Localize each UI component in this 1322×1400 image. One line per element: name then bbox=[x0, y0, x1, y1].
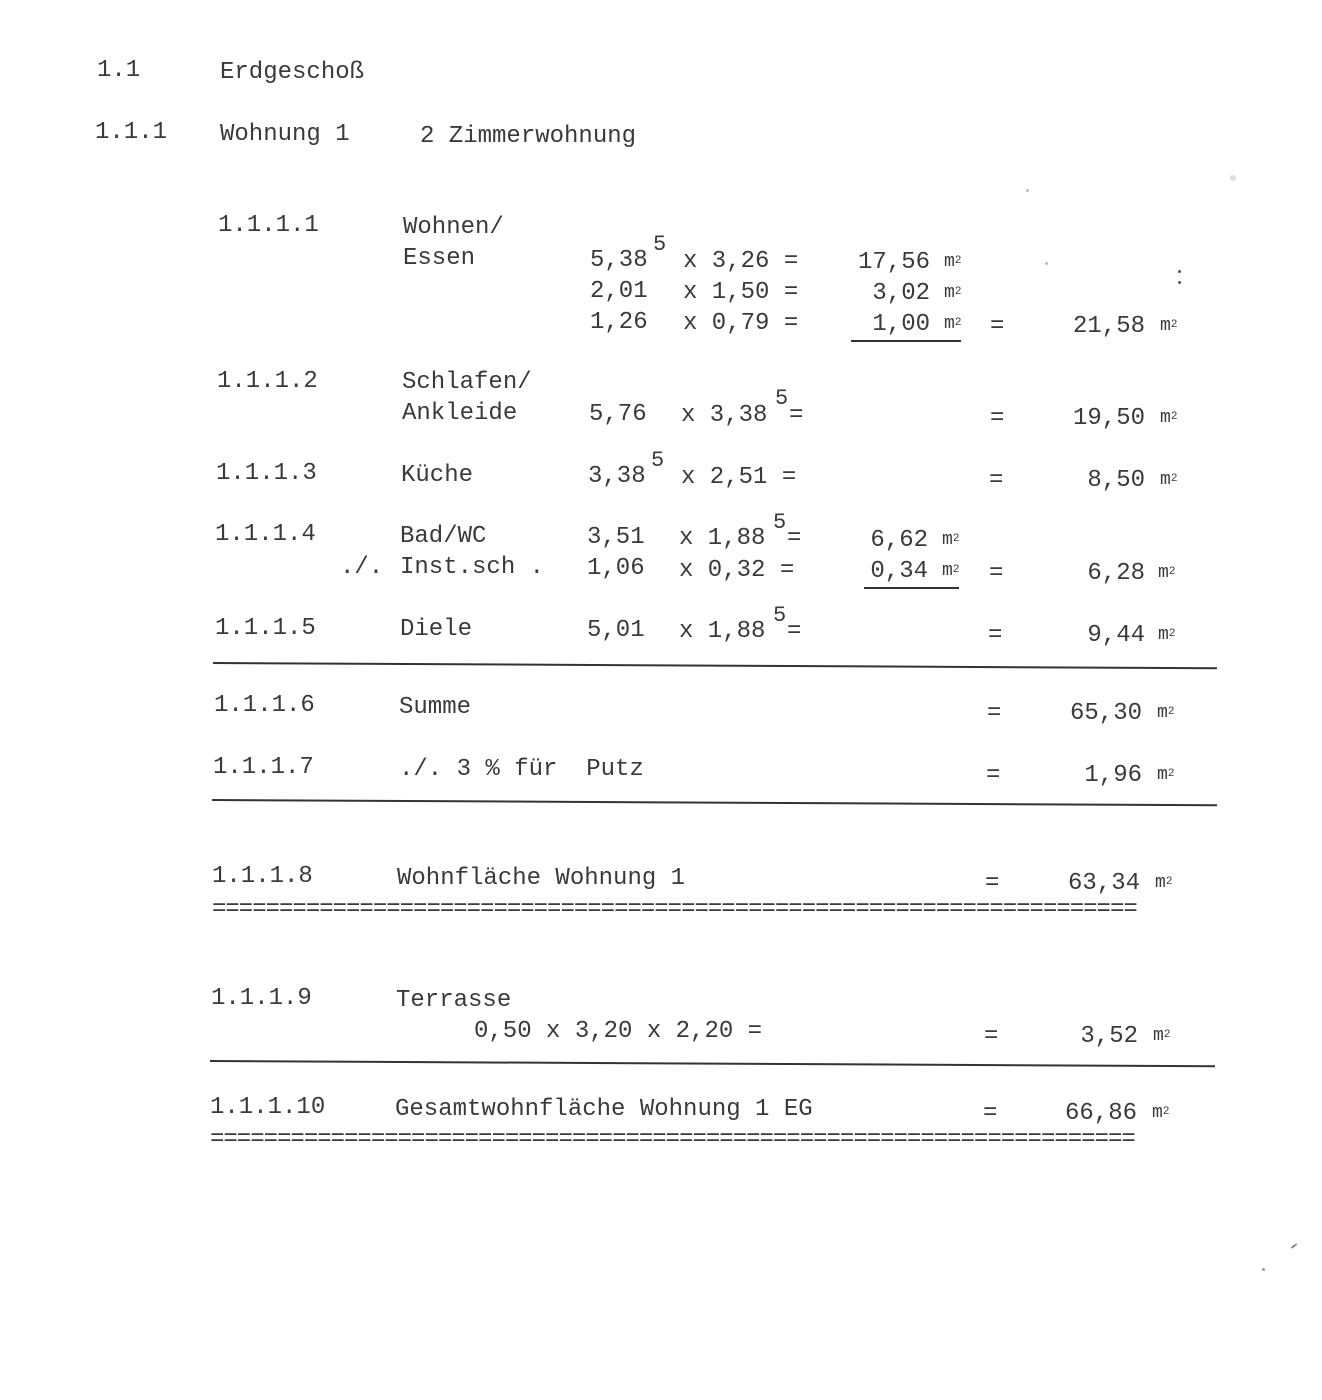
calc-factor-b: x 1,50 = bbox=[683, 279, 799, 306]
room-total: 9,44 bbox=[1087, 622, 1145, 649]
double-rule: ===================================================================== bbox=[210, 1126, 1135, 1153]
terrace-total: 3,52 bbox=[1080, 1023, 1138, 1050]
section-rule bbox=[212, 799, 1217, 806]
calc-exponent: 5 bbox=[775, 386, 789, 411]
calc-factor-b: x 1,88 bbox=[679, 525, 766, 552]
section-number: 1.1 bbox=[97, 57, 141, 84]
calc-factor-a: 1,26 bbox=[590, 309, 648, 336]
summary-total: 1,96 bbox=[1084, 762, 1142, 789]
summary-label: ./. 3 % für Putz bbox=[399, 756, 644, 783]
room-number: 1.1.1.5 bbox=[215, 615, 316, 642]
room-name-line: Schlafen/ bbox=[402, 369, 532, 396]
equals-sign: = bbox=[988, 622, 1003, 649]
unit-m2: $m^2$ bbox=[1157, 765, 1175, 785]
room-number: 1.1.1.1 bbox=[218, 212, 319, 239]
scan-speck bbox=[1290, 1243, 1298, 1249]
equals-sign: = bbox=[990, 313, 1005, 340]
scan-speck bbox=[1026, 189, 1029, 192]
section-title: Erdgeschoß bbox=[220, 59, 365, 86]
equals-sign: = bbox=[983, 1100, 998, 1127]
calc-subtotal: 6,62 bbox=[870, 527, 928, 554]
calc-subtotal: 1,00 bbox=[872, 311, 930, 338]
scan-speck bbox=[1262, 1268, 1265, 1271]
unit-m2: $m^2$ bbox=[1155, 873, 1173, 893]
calc-factor-b: x 0,32 = bbox=[679, 557, 795, 584]
terrace-calc: 0,50 x 3,20 x 2,20 = bbox=[474, 1018, 763, 1045]
unit-m2: $m^2$ bbox=[944, 283, 962, 303]
subtotal-underline bbox=[851, 340, 961, 342]
double-rule: ===================================================================== bbox=[212, 896, 1137, 923]
room-name-line: Küche bbox=[401, 462, 474, 489]
grand-number: 1.1.1.10 bbox=[210, 1094, 326, 1121]
equals-sign: = bbox=[990, 405, 1005, 432]
room-name-line: Essen bbox=[403, 245, 476, 272]
subsection-title: Wohnung 1 bbox=[220, 121, 350, 148]
equals-sign: = bbox=[984, 1023, 999, 1050]
calc-factor-b: x 2,51 = bbox=[681, 464, 797, 491]
room-total: 6,28 bbox=[1087, 560, 1145, 587]
calc-factor-a: 5,01 bbox=[587, 617, 645, 644]
unit-m2: $m^2$ bbox=[942, 530, 960, 550]
equals-sign: = bbox=[989, 560, 1004, 587]
calc-factor-b: x 3,26 = bbox=[683, 248, 799, 275]
unit-m2: $m^2$ bbox=[1153, 1026, 1171, 1046]
calc-factor-a: 3,38 bbox=[588, 463, 646, 490]
section-rule bbox=[213, 662, 1217, 669]
calc-factor-b: x 1,88 bbox=[679, 618, 766, 645]
calc-factor-a: 5,38 bbox=[590, 247, 648, 274]
calc-exponent: 5 bbox=[773, 603, 787, 628]
summary-number: 1.1.1.6 bbox=[214, 692, 315, 719]
room-name-line: Ankleide bbox=[402, 400, 518, 427]
summary-label: Summe bbox=[399, 694, 472, 721]
room-total: 19,50 bbox=[1072, 405, 1145, 432]
unit-m2: $m^2$ bbox=[944, 314, 962, 334]
equals-sign: = bbox=[987, 700, 1002, 727]
scan-speck bbox=[1178, 281, 1181, 284]
calc-subtotal: 17,56 bbox=[857, 249, 930, 276]
calc-equals: = bbox=[789, 402, 804, 429]
unit-m2: $m^2$ bbox=[1157, 703, 1175, 723]
unit-m2: $m^2$ bbox=[1160, 316, 1178, 336]
room-total: 8,50 bbox=[1087, 467, 1145, 494]
unit-m2: $m^2$ bbox=[1160, 470, 1178, 490]
room-total: 21,58 bbox=[1072, 313, 1145, 340]
summary-number: 1.1.1.7 bbox=[213, 754, 314, 781]
calc-equals: = bbox=[787, 525, 802, 552]
calc-factor-a: 2,01 bbox=[590, 278, 648, 305]
subsection-number: 1.1.1 bbox=[95, 119, 168, 146]
calc-equals: = bbox=[787, 618, 802, 645]
calc-subtotal: 0,34 bbox=[870, 558, 928, 585]
scan-speck bbox=[1045, 262, 1048, 265]
equals-sign: = bbox=[989, 467, 1004, 494]
room-name-line: Diele bbox=[400, 616, 473, 643]
calc-subtotal: 3,02 bbox=[872, 280, 930, 307]
unit-m2: $m^2$ bbox=[1158, 563, 1176, 583]
calc-factor-a: 3,51 bbox=[587, 524, 645, 551]
unit-m2: $m^2$ bbox=[1152, 1103, 1170, 1123]
calc-exponent: 5 bbox=[653, 232, 667, 257]
calc-exponent: 5 bbox=[773, 510, 787, 535]
room-number: 1.1.1.4 bbox=[215, 521, 316, 548]
deduction-prefix: ./. bbox=[340, 554, 384, 581]
room-name-line: Wohnen/ bbox=[403, 214, 504, 241]
calc-factor-a: 5,76 bbox=[589, 401, 647, 428]
unit-m2: $m^2$ bbox=[1158, 625, 1176, 645]
calc-factor-a: 1,06 bbox=[587, 555, 645, 582]
equals-sign: = bbox=[986, 762, 1001, 789]
terrace-label: Terrasse bbox=[396, 987, 512, 1014]
calc-exponent: 5 bbox=[651, 448, 665, 473]
summary-total: 63,34 bbox=[1067, 870, 1140, 897]
section-rule bbox=[210, 1060, 1215, 1067]
grand-label: Gesamtwohnfläche Wohnung 1 EG bbox=[395, 1096, 813, 1123]
calc-factor-b: x 0,79 = bbox=[683, 310, 799, 337]
subtotal-underline bbox=[864, 587, 959, 589]
room-number: 1.1.1.3 bbox=[216, 460, 317, 487]
terrace-number: 1.1.1.9 bbox=[211, 985, 312, 1012]
calc-factor-b: x 3,38 bbox=[681, 402, 768, 429]
unit-m2: $m^2$ bbox=[944, 252, 962, 272]
scan-speck bbox=[1178, 270, 1181, 273]
summary-number: 1.1.1.8 bbox=[212, 863, 313, 890]
subsection-description: 2 Zimmerwohnung bbox=[420, 123, 637, 150]
equals-sign: = bbox=[985, 870, 1000, 897]
summary-label: Wohnfläche Wohnung 1 bbox=[397, 865, 686, 892]
unit-m2: $m^2$ bbox=[942, 561, 960, 581]
room-name-line: Bad/WC bbox=[400, 523, 487, 550]
scan-speck bbox=[1230, 175, 1236, 181]
grand-total: 66,86 bbox=[1064, 1100, 1137, 1127]
summary-total: 65,30 bbox=[1069, 700, 1142, 727]
room-number: 1.1.1.2 bbox=[217, 368, 318, 395]
unit-m2: $m^2$ bbox=[1160, 408, 1178, 428]
room-name-line: Inst.sch . bbox=[400, 554, 545, 581]
